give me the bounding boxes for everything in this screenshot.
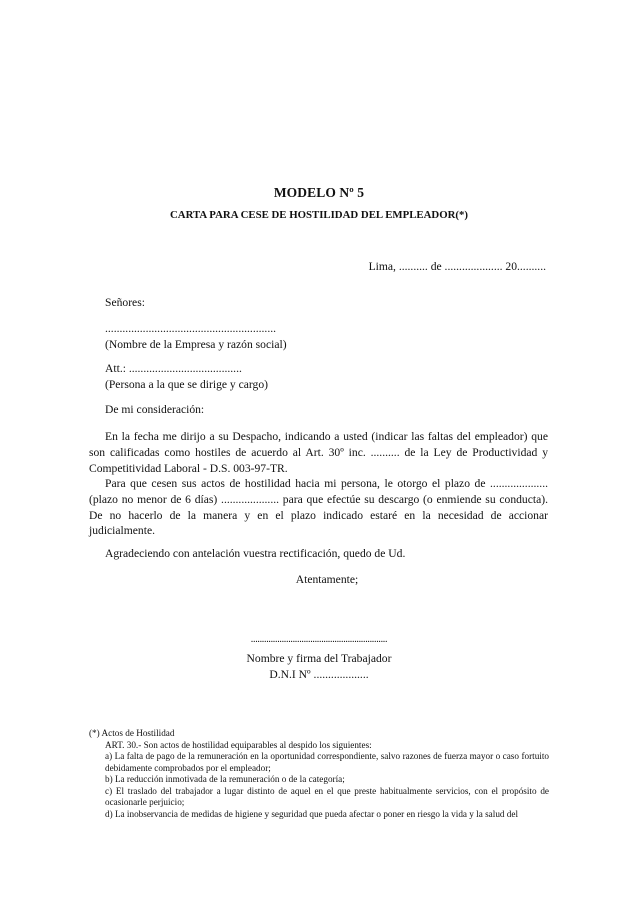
- footnote: [89, 728, 549, 820]
- paragraph-thanks: Agradeciendo con antelación vuestra rectificación, quedo de Ud.: [105, 547, 406, 560]
- document-title: MODELO Nº 5: [273, 185, 365, 200]
- footnote-heading: (*) Actos de Hostilidad: [89, 728, 175, 738]
- signature-dni-label: D.N.I Nº ...................: [269, 668, 369, 681]
- signature-line: ..............................................................: [250, 634, 388, 645]
- place-date-line: Lima, .......... de .................... 20..........: [368, 260, 546, 273]
- document-subtitle: CARTA PARA CESE DE HOSTILIDAD DEL EMPLEADOR(*): [170, 209, 468, 221]
- footnote-item: ART. 30.- Son actos de hostilidad equiparables al despido los siguientes:: [105, 739, 372, 750]
- footnote-item: b) La reducción inmotivada de la remuneración o de la categoría;: [105, 774, 345, 784]
- paragraph-faults: En la fecha me dirijo a su Despacho, indicando a usted (indicar las faltas del empleador) que son calificadas como hostiles de acuerdo al Art. 30º inc. .......... de la Ley de Productividad y Competitividad Laboral - D.S. 003-97-TR.: [89, 430, 548, 475]
- signature-name-label: Nombre y firma del Trabajador: [246, 652, 392, 665]
- company-name-blank: ...........................................................: [105, 322, 277, 335]
- closing: Atentamente;: [295, 573, 359, 586]
- company-name-hint: (Nombre de la Empresa y razón social): [105, 338, 287, 351]
- footnote-item: a) La falta de pago de la remuneración en la oportunidad correspondiente, salvo razones de fuerza mayor o caso fortuito debidamente comprobados por el empleador;: [105, 751, 549, 773]
- greeting: De mi consideración:: [105, 403, 205, 416]
- paragraph-deadline: Para que cesen sus actos de hostilidad hacia mi persona, le otorgo el plazo de .................... (plazo no menor de 6 días) .................... para que efectúe su descargo (o enmiende su conducta). De no hacerlo de la manera y en el plazo indicado estaré en la necesidad de accionar judicialmente.: [89, 477, 548, 538]
- attention-hint: (Persona a la que se dirige y cargo): [105, 378, 269, 391]
- salutation: Señores:: [105, 296, 145, 309]
- footnote-item: c) El traslado del trabajador a lugar distinto de aquel en el que preste habitualmente servicios, con el propósito de ocasionarle perjuicio;: [105, 785, 549, 807]
- attention-line: Att.: .......................................: [105, 362, 242, 375]
- footnote-item: d) La inobservancia de medidas de higiene y seguridad que pueda afectar o poner en riesgo la vida y la salud del: [105, 808, 519, 819]
